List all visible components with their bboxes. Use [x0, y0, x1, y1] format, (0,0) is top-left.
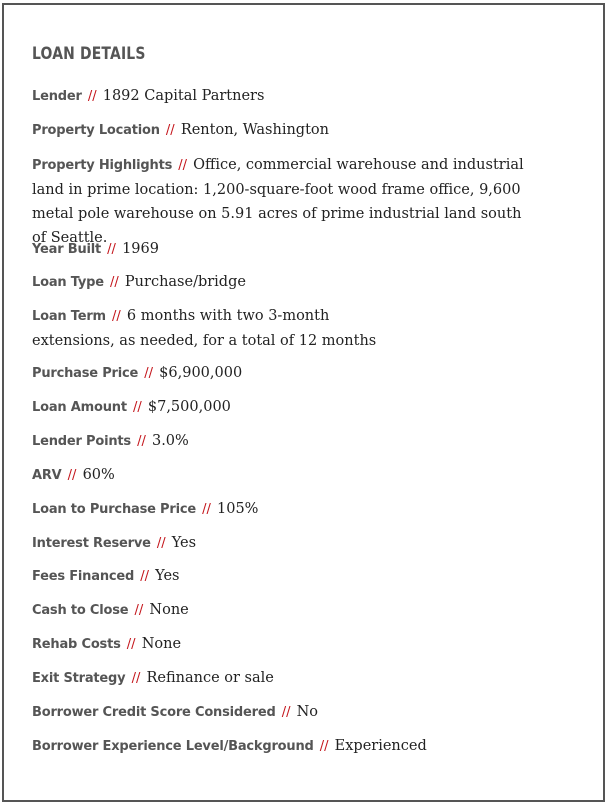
detail-lender-points — [32, 429, 552, 454]
detail-label: Exit Strategy — [32, 671, 126, 686]
separator: // — [63, 468, 81, 483]
detail-arv — [32, 463, 552, 488]
separator: // — [315, 739, 333, 754]
detail-label: Loan to Purchase Price — [32, 502, 196, 517]
detail-value: $7,500,000 — [147, 399, 231, 415]
detail-value: 60% — [82, 467, 115, 483]
detail-value: Renton, Washington — [180, 122, 329, 138]
detail-experience-level — [32, 734, 552, 759]
separator: // — [152, 536, 170, 551]
detail-label: Loan Term — [32, 309, 106, 324]
detail-loan-term — [32, 304, 392, 353]
separator: // — [130, 603, 148, 618]
detail-value: 1969 — [122, 241, 159, 257]
detail-fees-financed — [32, 564, 552, 589]
detail-value: 1892 Capital Partners — [102, 88, 265, 104]
detail-label: Loan Type — [32, 275, 104, 290]
detail-label: Year Built — [32, 242, 102, 257]
detail-cash-to-close — [32, 598, 552, 623]
separator: // — [132, 434, 150, 449]
detail-value: 105% — [217, 501, 259, 517]
detail-value: $6,900,000 — [159, 365, 243, 381]
separator: // — [197, 502, 215, 517]
separator: // — [277, 705, 295, 720]
separator: // — [122, 637, 140, 652]
detail-purchase-price — [32, 361, 552, 386]
detail-label: Borrower Experience Level/Background — [32, 739, 314, 754]
separator: // — [127, 671, 145, 686]
detail-lender — [32, 84, 552, 109]
detail-loan-type — [32, 270, 552, 295]
detail-credit-score — [32, 700, 552, 725]
detail-label: Lender Points — [32, 434, 131, 449]
detail-label: Interest Reserve — [32, 536, 151, 551]
detail-value: Experienced — [334, 738, 427, 754]
detail-loan-amount — [32, 395, 552, 420]
separator: // — [105, 275, 123, 290]
detail-value: Office, commercial warehouse and industrial land in prime location: 1,200-square-foot wood frame office, 9,600 metal pole warehouse on 5.91 acres of prime industrial land south of Seattle. — [32, 157, 524, 246]
detail-property-location — [32, 118, 552, 143]
detail-value: Refinance or sale — [146, 670, 274, 686]
detail-exit-strategy — [32, 666, 552, 691]
separator: // — [140, 366, 158, 381]
detail-label: Rehab Costs — [32, 637, 121, 652]
detail-label: Property Highlights — [32, 158, 173, 173]
detail-value: 3.0% — [151, 433, 189, 449]
detail-property-highlights — [32, 153, 537, 250]
detail-value: Yes — [171, 535, 197, 551]
detail-value: None — [149, 602, 189, 618]
detail-label: Loan Amount — [32, 400, 127, 415]
separator: // — [83, 89, 101, 104]
detail-value: 6 months with two 3-month extensions, as needed, for a total of 12 months — [32, 308, 377, 349]
separator: // — [161, 123, 179, 138]
detail-label: Property Location — [32, 123, 160, 138]
detail-label: Fees Financed — [32, 569, 135, 584]
detail-value: Purchase/bridge — [124, 274, 246, 290]
detail-label: Purchase Price — [32, 366, 139, 381]
detail-interest-reserve — [32, 531, 552, 556]
detail-label: Cash to Close — [32, 603, 129, 618]
detail-year-built — [32, 237, 552, 262]
detail-value: No — [296, 704, 319, 720]
separator: // — [174, 158, 192, 173]
detail-label: ARV — [32, 468, 62, 483]
detail-value: None — [141, 636, 182, 652]
separator: // — [103, 242, 121, 257]
section-title: LOAN DETAILS — [32, 44, 146, 64]
separator: // — [128, 400, 146, 415]
separator: // — [107, 309, 125, 324]
detail-rehab-costs — [32, 632, 552, 657]
separator: // — [136, 569, 154, 584]
detail-label: Lender — [32, 89, 82, 104]
detail-loan-to-purchase-price — [32, 497, 552, 522]
detail-value: Yes — [155, 568, 180, 584]
detail-label: Borrower Credit Score Considered — [32, 705, 276, 720]
